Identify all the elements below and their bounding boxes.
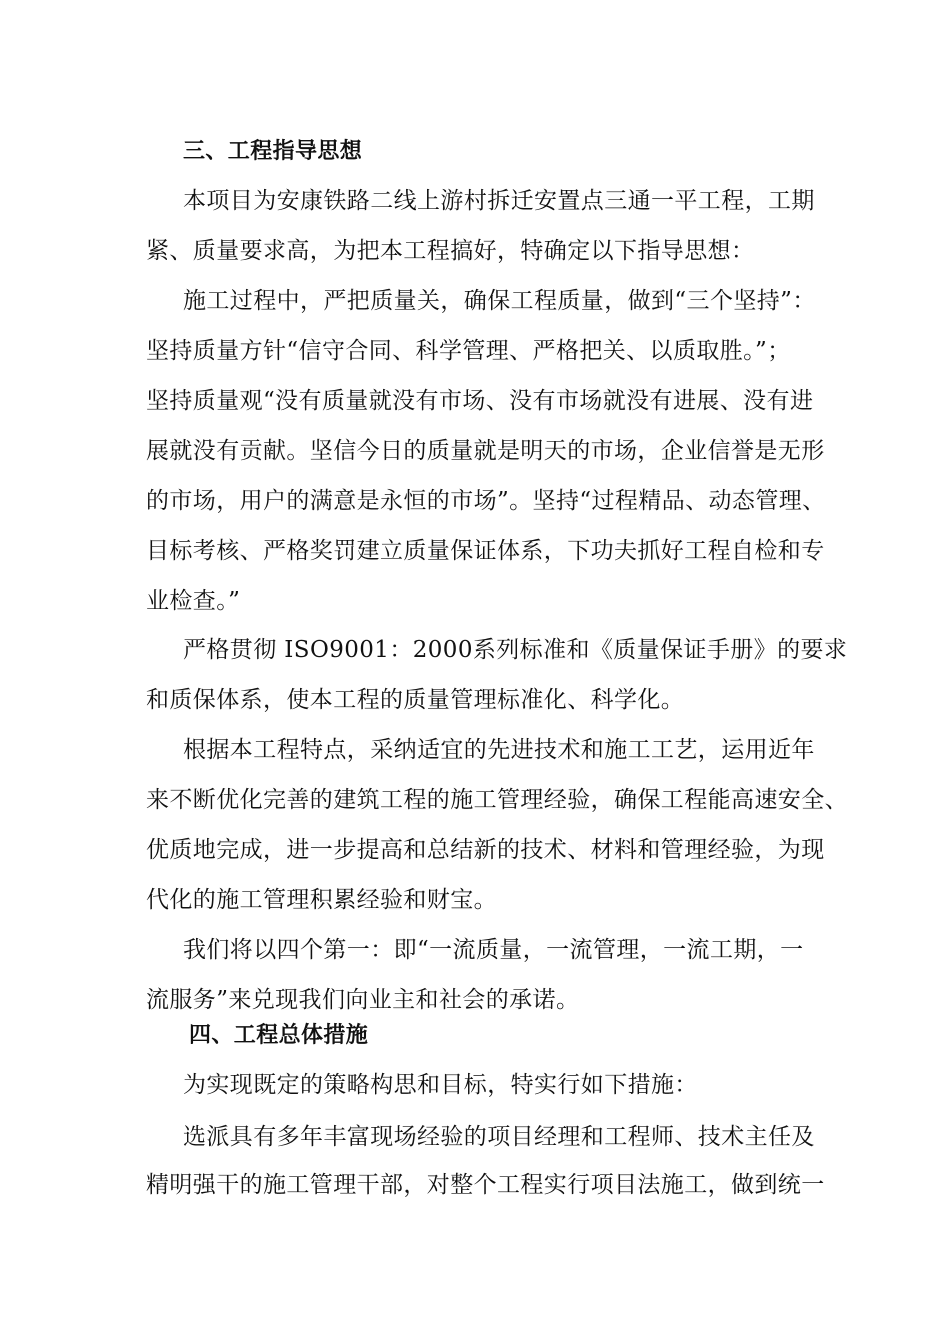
section-heading-overall-measures: 四、工程总体措施 bbox=[189, 1023, 369, 1048]
paragraph-line: 本项目为安康铁路二线上游村拆迁安置点三通一平工程，工期 bbox=[183, 188, 815, 214]
paragraph-line: 坚持质量方针“信守合同、科学管理、严格把关、以质取胜。”； bbox=[146, 338, 791, 364]
paragraph-line: 严格贯彻 ISO9001：2000系列标准和《质量保证手册》的要求 bbox=[183, 637, 848, 663]
paragraph-line: 展就没有贡献。坚信今日的质量就是明天的市场，企业信誉是无形 bbox=[146, 438, 825, 464]
paragraph-line: 选派具有多年丰富现场经验的项目经理和工程师、技术主任及 bbox=[183, 1124, 815, 1150]
paragraph-line: 施工过程中，严把质量关，确保工程质量，做到“三个坚持”： bbox=[183, 288, 816, 314]
paragraph-line: 和质保体系，使本工程的质量管理标准化、科学化。 bbox=[146, 687, 685, 713]
paragraph-line: 流服务”来兑现我们向业主和社会的承诺。 bbox=[146, 987, 580, 1013]
paragraph-line: 代化的施工管理积累经验和财宝。 bbox=[146, 887, 497, 913]
paragraph-line: 目标考核、严格奖罚建立质量保证体系，下功夫抓好工程自检和专 bbox=[146, 538, 825, 564]
paragraph-line: 业检查。” bbox=[146, 588, 241, 614]
paragraph-line: 精明强干的施工管理干部，对整个工程实行项目法施工，做到统一 bbox=[146, 1172, 825, 1198]
paragraph-line: 坚持质量观“没有质量就没有市场、没有市场就没有进展、没有进 bbox=[146, 388, 814, 414]
paragraph-line: 紧、质量要求高，为把本工程搞好，特确定以下指导思想： bbox=[146, 238, 755, 264]
paragraph-line: 根据本工程特点，采纳适宜的先进技术和施工工艺，运用近年 bbox=[183, 737, 815, 763]
paragraph-line: 来不断优化完善的建筑工程的施工管理经验，确保工程能高速安全、 bbox=[146, 787, 848, 813]
paragraph-line: 我们将以四个第一：即“一流质量，一流管理，一流工期，一 bbox=[183, 937, 804, 963]
section-heading-guiding-ideas: 三、工程指导思想 bbox=[183, 139, 363, 164]
paragraph-line: 的市场，用户的满意是永恒的市场”。坚持“过程精品、动态管理、 bbox=[146, 488, 826, 514]
paragraph-line: 为实现既定的策略构思和目标，特实行如下措施： bbox=[183, 1072, 698, 1098]
paragraph-line: 优质地完成，进一步提高和总结新的技术、材料和管理经验，为现 bbox=[146, 837, 825, 863]
